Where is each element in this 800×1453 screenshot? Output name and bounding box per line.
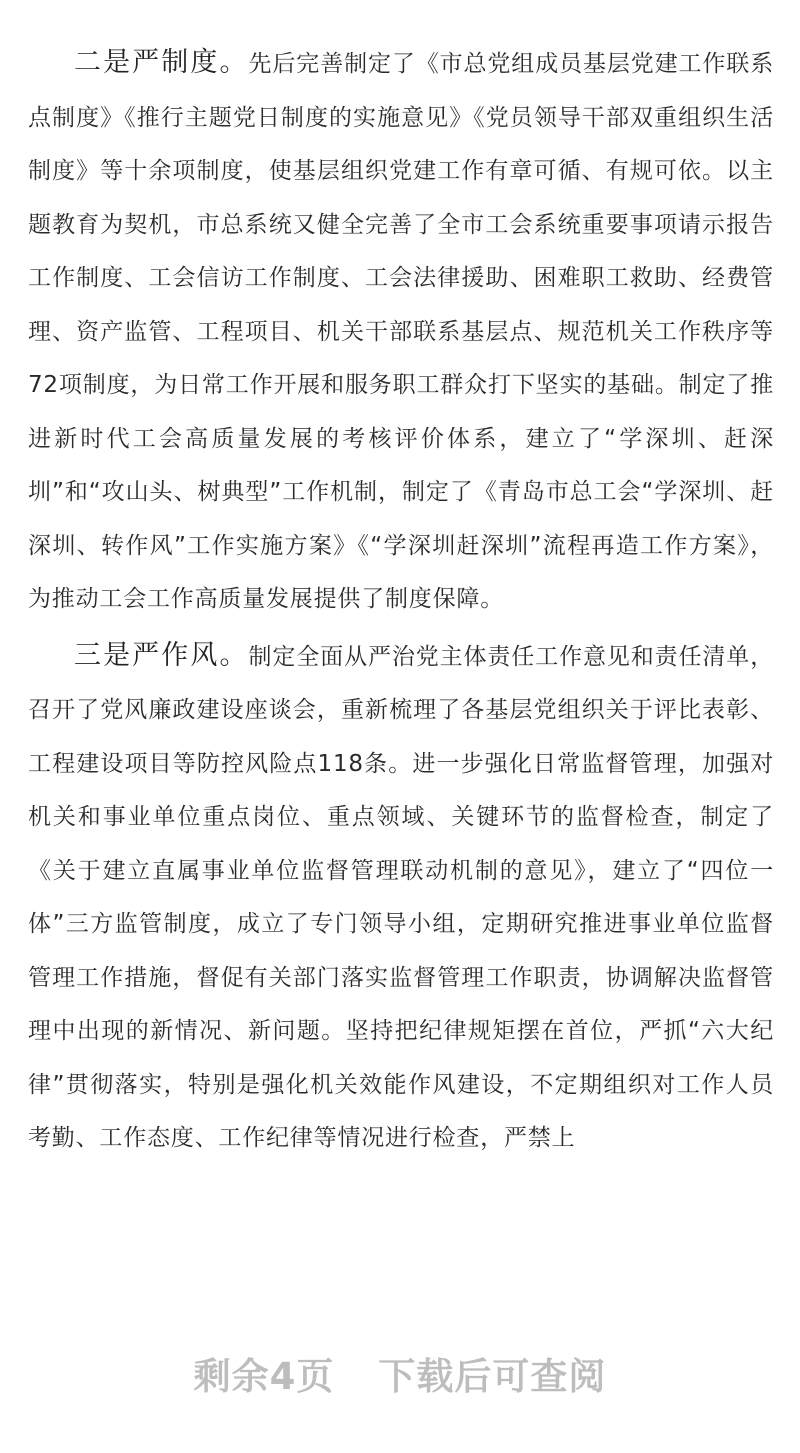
paragraph-heading: 三是严作风。	[74, 639, 249, 671]
paragraph-strict-institutions	[28, 36, 774, 627]
paragraph-text: 制定全面从严治党主体责任工作意见和责任清单，召开了党风廉政建设座谈会，重新梳理了各基层党组织关于评比表彰、工程建设项目等防控风险点118条。进一步强化日常监督管理，加强对机关和事业单位重点岗位、重点领域、关键环节的监督检查，制定了《关于建立直属事业单位监督管理联动机制的意见》，建立了“四位一体”三方监管制度，成立了专门领导小组，定期研究推进事业单位监督管理工作措施，督促有关部门落实监督管理工作职责，协调解决监督管理中出现的新情况、新问题。坚持把纪律规矩摆在首位，严抓“六大纪律”贯彻落实，特别是强化机关效能作风建设，不定期组织对工作人员考勤、工作态度、工作纪律等情况进行检查，严禁上	[28, 643, 774, 1151]
remaining-pages-label: 剩余4页	[193, 1355, 335, 1398]
paragraph-strict-conduct	[28, 629, 774, 1166]
document-body	[28, 36, 774, 1166]
paragraph-heading: 二是严制度。	[74, 47, 249, 78]
download-prompt[interactable]	[0, 1346, 800, 1400]
download-to-view-label: 下载后可查阅	[378, 1355, 607, 1398]
paragraph-text: 先后完善制定了《市总党组成员基层党建工作联系点制度》《推行主题党日制度的实施意见》《党员领导干部双重组织生活制度》等十余项制度，使基层组织党建工作有章可循、有规可依。以主题教育为契机，市总系统又健全完善了全市工会系统重要事项请示报告工作制度、工会信访工作制度、工会法律援助、困难职工救助、经费管理、资产监管、工程项目、机关干部联系基层点、规范机关工作秩序等72项制度，为日常工作开展和服务职工群众打下坚实的基础。制定了推进新时代工会高质量发展的考核评价体系，建立了“学深圳、赶深圳”和“攻山头、树典型”工作机制，制定了《青岛市总工会“学深圳、赶深圳、转作风”工作实施方案》《“学深圳赶深圳”流程再造工作方案》，为推动工会工作高质量发展提供了制度保障。	[28, 51, 774, 612]
